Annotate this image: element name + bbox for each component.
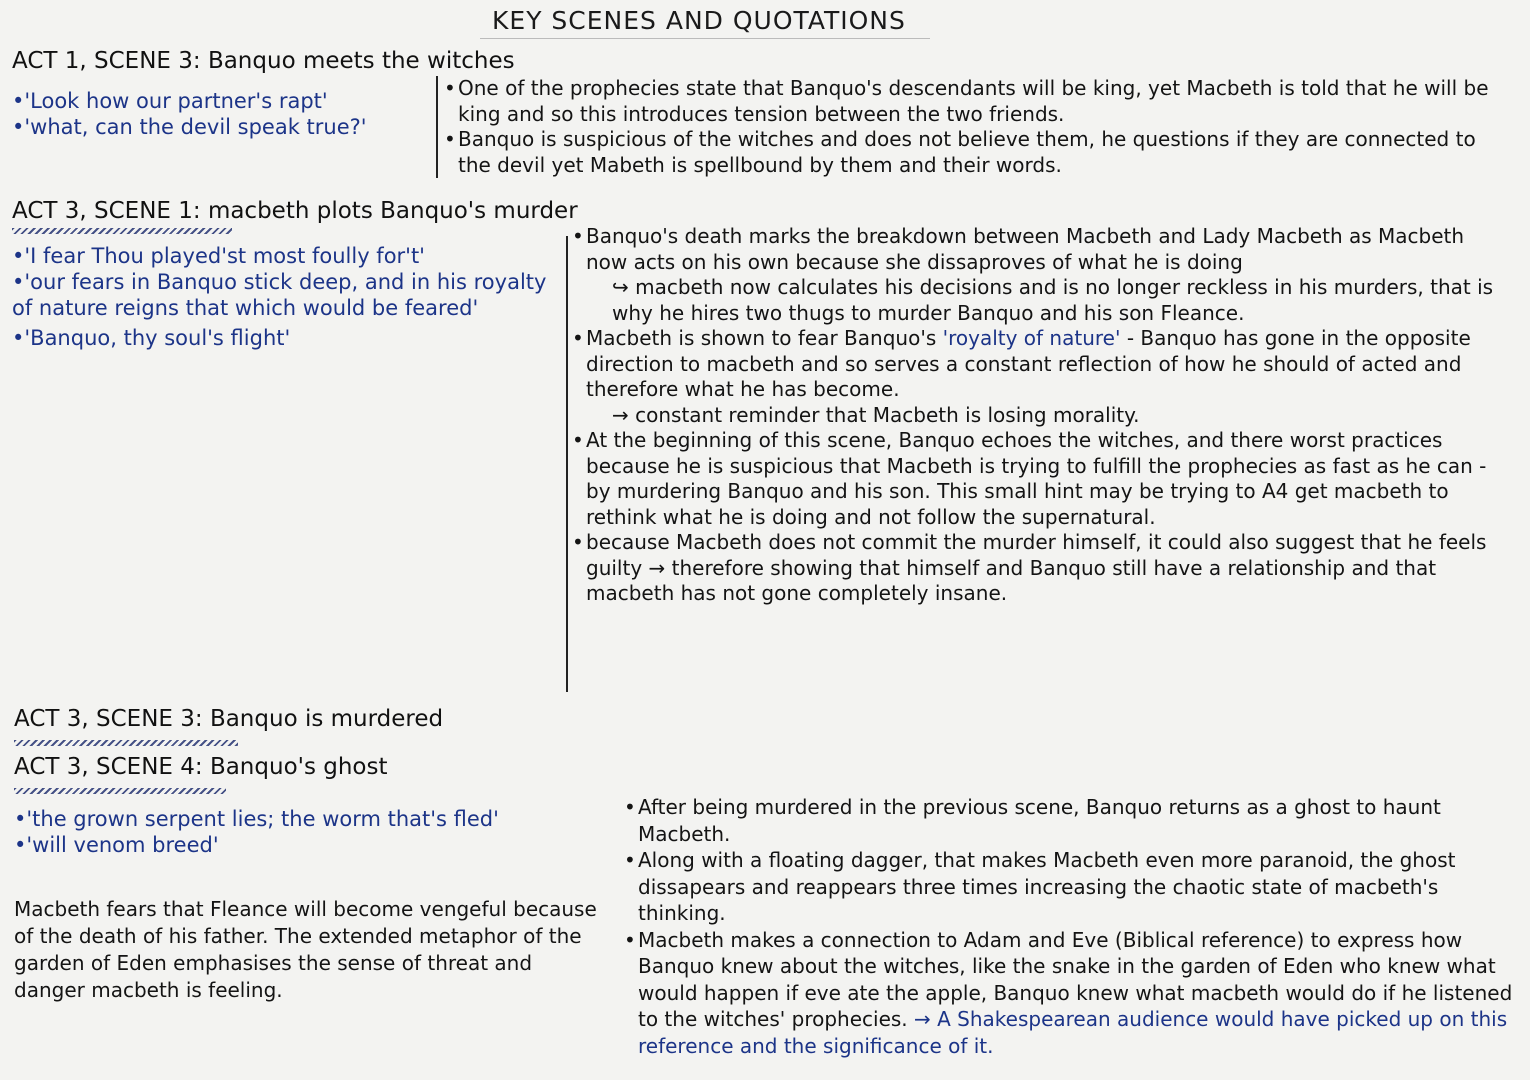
quote: •'what, can the devil speak true?' xyxy=(12,115,367,139)
section2-divider xyxy=(566,236,568,692)
note-point: • Banquo is suspicious of the witches and does not believe them, he questions if they are connected to the devil yet Mabeth is spellbound by them and their words. xyxy=(444,127,1504,178)
note-subpoint: ↪ macbeth now calculates his decisions and is no longer reckless in his murders, that is why he hires two thugs to murder Banquo and his son Fleance. xyxy=(612,275,1494,325)
section1-notes xyxy=(444,76,1504,178)
section2-notes xyxy=(572,224,1502,607)
section2-heading: ACT 3, SCENE 1: macbeth plots Banquo's murder xyxy=(12,198,578,224)
quote: •'our fears in Banquo stick deep, and in his royalty of nature reigns that which would be feared' xyxy=(12,270,547,320)
heading-underline xyxy=(14,788,226,794)
heading-underline xyxy=(14,740,238,746)
quote: •'the grown serpent lies; the worm that's fled' xyxy=(14,807,499,831)
section4-quotes xyxy=(14,806,614,858)
section3-heading: ACT 3, SCENE 3: Banquo is murdered xyxy=(14,706,444,732)
section4-heading: ACT 3, SCENE 4: Banquo's ghost xyxy=(14,754,388,780)
note-point: • because Macbeth does not commit the murder himself, it could also suggest that he feels guilty → therefore showing that himself and Banquo still have a relationship and that macbeth has not gone completely insane. xyxy=(572,530,1502,607)
page-title: KEY SCENES AND QUOTATIONS xyxy=(492,6,906,35)
note-point: • Banquo's death marks the breakdown between Macbeth and Lady Macbeth as Macbeth now acts on his own because she dissaproves of what he is doing xyxy=(572,224,1502,275)
note-subpoint: → constant reminder that Macbeth is losing morality. xyxy=(612,402,1140,427)
section4-summary: Macbeth fears that Fleance will become vengeful because of the death of his father. The extended metaphor of the garden of Eden emphasises the sense of threat and danger macbeth is feeling. xyxy=(14,897,597,1002)
section1-divider xyxy=(436,76,438,178)
note-point: • Along with a floating dagger, that makes Macbeth even more paranoid, the ghost dissapears and reappears three times increasing the chaotic state of macbeth's thinking. xyxy=(624,847,1514,927)
note-point: • Macbeth is shown to fear Banquo's 'royalty of nature' - Banquo has gone in the opposite direction to macbeth and so serves a constant reflection of how he should of acted and therefore what he has become. xyxy=(572,326,1502,403)
quote: •'will venom breed' xyxy=(14,833,219,857)
note-point: • One of the prophecies state that Banquo's descendants will be king, yet Macbeth is told that he will be king and so this introduces tension between the two friends. xyxy=(444,76,1504,127)
quote: •'I fear Thou played'st most foully for't' xyxy=(12,244,425,268)
inline-quote: 'royalty of nature' xyxy=(942,326,1121,350)
note-point: • At the beginning of this scene, Banquo echoes the witches, and there worst practices because he is suspicious that Macbeth is trying to fulfill the prophecies as fast as he can - by murdering Banquo and his son. This small hint may be trying to A4 get macbeth to rethink what he is doing and not follow the supernatural. xyxy=(572,428,1502,530)
quote: •'Banquo, thy soul's flight' xyxy=(12,326,291,350)
audience-note: → A Shakespearean audience would have picked up on this reference and the significance of it. xyxy=(638,1007,1508,1058)
quote: •'Look how our partner's rapt' xyxy=(12,89,328,113)
heading-underline xyxy=(12,228,232,234)
note-point: • Macbeth makes a connection to Adam and Eve (Biblical reference) to express how Banquo knew about the witches, like the snake in the garden of Eden who knew what would happen if eve ate the apple, Banquo knew what macbeth would do if he listened to the witches' prophecies. → A Shakespearean audience would have picked up on this reference and the significance of it. xyxy=(624,927,1514,1060)
section1-heading: ACT 1, SCENE 3: Banquo meets the witches xyxy=(12,48,515,74)
section1-quotes xyxy=(12,88,422,140)
section2-quotes xyxy=(12,243,552,351)
note-point: • After being murdered in the previous scene, Banquo returns as a ghost to haunt Macbeth. xyxy=(624,794,1514,847)
section4-notes xyxy=(624,794,1514,1059)
